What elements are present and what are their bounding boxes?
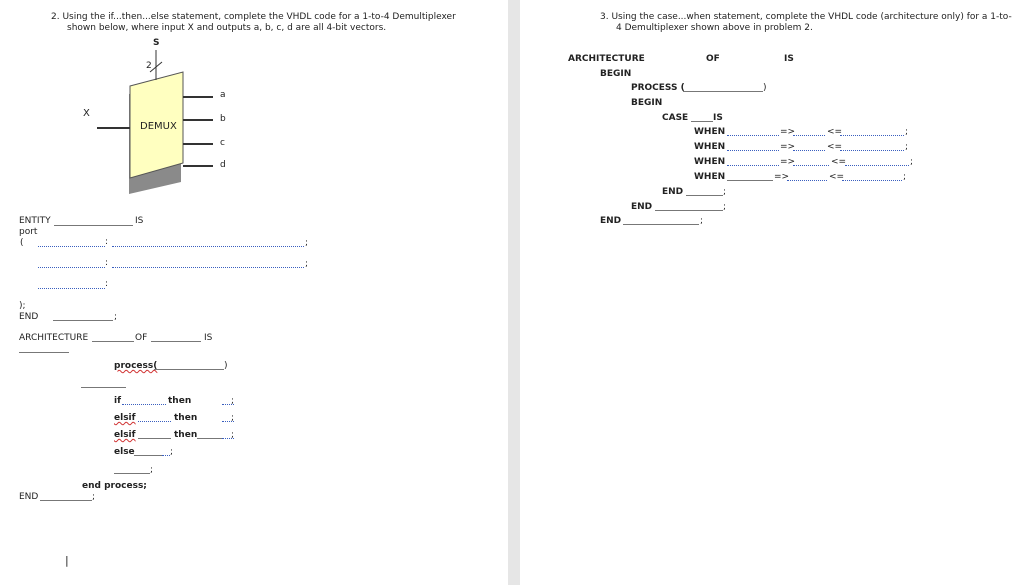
architecture-is-keyword: IS [784,54,794,64]
port-2-colon: : [105,258,109,268]
elsif-1-condition-blank[interactable] [138,421,171,422]
when-4-choice-blank[interactable] [727,180,773,181]
else-statement-blank-tail [162,455,170,456]
when-4-semicolon: ; [903,172,907,182]
elsif-2-semicolon: ; [231,430,235,440]
architecture-end-semicolon: ; [92,492,96,502]
port-1-type-blank[interactable] [112,246,304,247]
elsif-2-then-keyword: then [174,430,198,440]
end-process-keyword: end process; [82,481,147,491]
problem-2-text-line1: 2. Using the if...then...else statement, complete the VHDL code for a 1-to-4 Demultiplexer [51,12,456,22]
if-then-keyword: then [168,396,192,406]
process-keyword [114,361,157,372]
when-3-assign: <= [831,157,847,167]
architecture-end-keyword: END [600,216,622,226]
when-4-keyword: WHEN [694,172,726,182]
elsif-1-then-keyword: then [174,413,198,423]
else-keyword: else [114,447,135,457]
elsif-1-semicolon: ; [231,413,235,423]
when-2-arrow: => [780,142,796,152]
port-close: ); [19,301,26,311]
if-semicolon: ; [231,396,235,406]
elsif-2-gap-line [197,438,222,439]
when-2-target-blank[interactable] [793,150,825,151]
when-1-value-blank[interactable] [840,135,904,136]
case-keyword: CASE [662,113,689,123]
if-condition-blank[interactable] [122,404,166,405]
end-if-blank[interactable] [114,473,150,474]
input-x-label: X [83,108,90,119]
architecture-end-semicolon: ; [700,216,704,226]
port-2-name-blank[interactable] [38,267,105,268]
process-close-paren: ) [763,83,767,93]
when-3-choice-blank[interactable] [727,165,779,166]
demux-label: DEMUX [140,121,177,132]
document-page-left [0,0,508,585]
demux-diagram [0,0,508,200]
if-keyword: if [114,396,122,406]
end-case-keyword: END [662,187,684,197]
elsif-2-condition-blank[interactable] [138,438,171,439]
entity-keyword: ENTITY [19,216,51,226]
architecture-is-keyword: IS [204,333,213,343]
when-1-choice-blank[interactable] [727,135,779,136]
process-keyword: PROCESS ( [631,83,685,93]
case-expression-blank[interactable] [691,121,713,122]
end-process-blank[interactable] [655,210,723,211]
port-3-name-blank[interactable] [38,288,105,289]
process-begin-keyword: BEGIN [631,98,663,108]
document-page-right [520,0,1024,585]
output-c-label: c [220,138,225,148]
when-3-value-blank[interactable] [845,165,909,166]
port-1-colon: : [105,237,109,247]
process-close-paren: ) [224,361,228,371]
process-begin-blank[interactable] [81,387,126,388]
when-4-target-blank[interactable] [787,180,827,181]
when-4-assign: <= [829,172,845,182]
output-b-label: b [220,114,226,124]
else-statement-blank[interactable] [134,455,162,456]
when-2-choice-blank[interactable] [727,150,779,151]
when-2-assign: <= [827,142,843,152]
when-1-keyword: WHEN [694,127,726,137]
architecture-keyword: ARCHITECTURE [19,333,89,343]
architecture-begin-blank[interactable] [19,352,69,353]
architecture-end-blank[interactable] [40,500,92,501]
elsif-2-keyword-text: elsif [114,430,136,440]
port-3-colon: : [105,279,109,289]
when-3-arrow: => [780,157,796,167]
page-gutter [508,0,520,585]
entity-is-keyword: IS [135,216,144,226]
else-semicolon: ; [170,447,174,457]
case-is-keyword: IS [713,113,723,123]
entity-end-blank[interactable] [53,320,113,321]
when-2-keyword: WHEN [694,142,726,152]
end-process-semicolon: ; [723,202,727,212]
when-4-value-blank[interactable] [842,180,902,181]
when-1-semicolon: ; [905,127,909,137]
end-case-semicolon: ; [723,187,727,197]
when-2-value-blank[interactable] [840,150,904,151]
when-4-arrow: => [774,172,790,182]
when-3-target-blank[interactable] [793,165,829,166]
when-1-assign: <= [827,127,843,137]
process-keyword-text: process( [114,361,158,371]
architecture-of-keyword: OF [706,54,720,64]
architecture-entity-blank[interactable] [151,341,201,342]
problem-3-text-line1: 3. Using the case...when statement, complete the VHDL code (architecture only) for a 1-to- [600,12,1012,22]
begin-keyword: BEGIN [600,69,632,79]
port-2-semicolon: ; [305,259,309,269]
bus-width-label: 2 [146,61,152,71]
elsif-1-keyword-text: elsif [114,413,136,423]
port-keyword: port [19,227,38,237]
architecture-end-blank[interactable] [623,224,699,225]
port-1-name-blank[interactable] [38,246,105,247]
entity-end-keyword: END [19,312,39,322]
architecture-keyword: ARCHITECTURE [568,54,645,64]
problem-2-text-line2: shown below, where input X and outputs a, b, c, d are all 4-bit vectors. [67,23,387,33]
end-if-semicolon: ; [150,465,154,475]
entity-end-semicolon: ; [114,312,118,322]
port-1-semicolon: ; [305,238,309,248]
output-d-label: d [220,160,226,170]
architecture-of-keyword: OF [135,333,148,343]
end-case-blank[interactable] [686,195,723,196]
architecture-end-keyword: END [19,492,39,502]
port-2-type-blank[interactable] [112,267,304,268]
when-3-keyword: WHEN [694,157,726,167]
text-cursor: | [65,554,69,567]
port-open-paren: ( [20,238,24,248]
when-2-semicolon: ; [905,142,909,152]
problem-3-text-line2: 4 Demultiplexer shown above in problem 2. [616,23,813,33]
output-a-label: a [220,90,226,100]
when-1-arrow: => [780,127,796,137]
end-process-keyword: END [631,202,653,212]
process-sensitivity-blank[interactable] [154,369,224,370]
entity-name-blank[interactable] [54,225,133,226]
architecture-name-blank[interactable] [92,341,134,342]
process-sensitivity-blank[interactable] [683,91,763,92]
when-1-target-blank[interactable] [793,135,825,136]
select-label: S [153,38,160,48]
elsif-1-keyword [114,413,136,424]
elsif-2-keyword [114,430,136,441]
when-3-semicolon: ; [910,157,914,167]
